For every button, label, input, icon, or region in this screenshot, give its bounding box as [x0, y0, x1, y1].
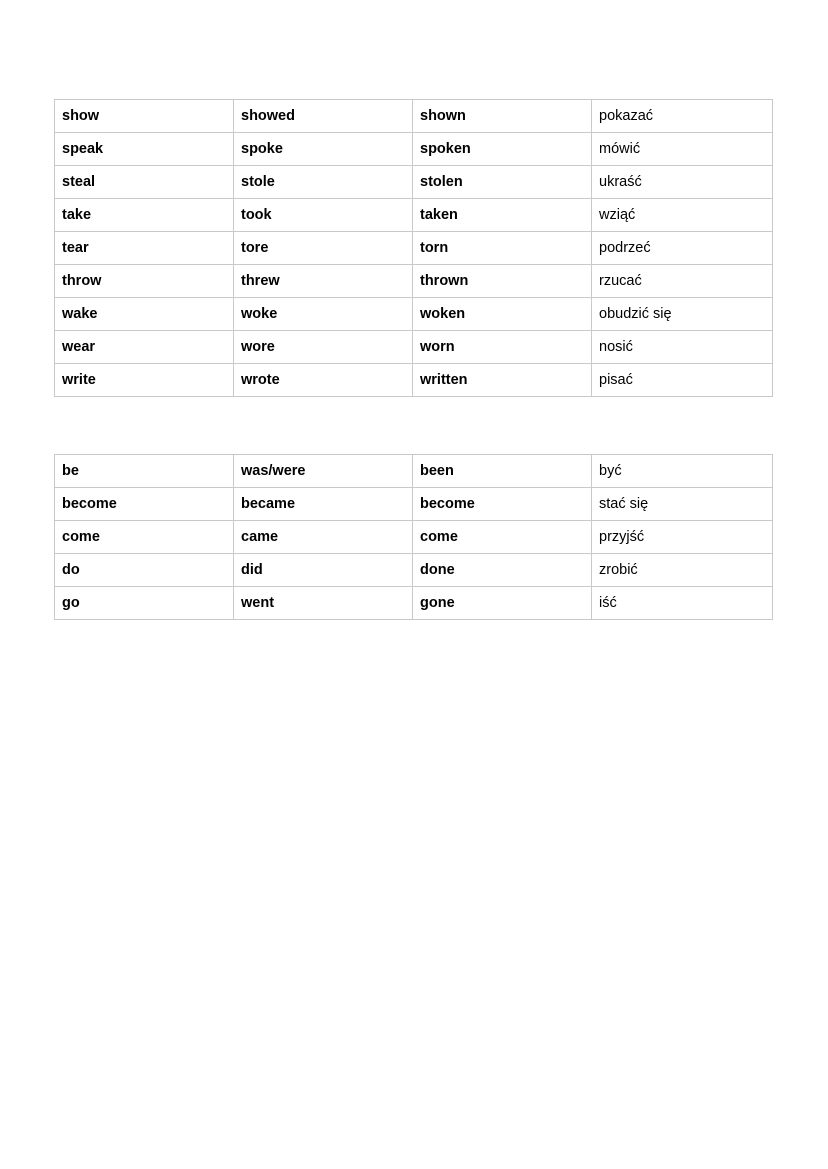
past-participle-cell: thrown — [413, 265, 592, 298]
past-simple-cell: stole — [234, 166, 413, 199]
translation-cell: ukraść — [592, 166, 773, 199]
past-participle-cell: come — [413, 521, 592, 554]
irregular-verbs-table-2 — [54, 454, 773, 620]
past-simple-cell: wore — [234, 331, 413, 364]
translation-cell: być — [592, 455, 773, 488]
base-form-cell: go — [55, 587, 234, 620]
past-simple-cell: threw — [234, 265, 413, 298]
past-participle-cell: gone — [413, 587, 592, 620]
irregular-verbs-table-1 — [54, 99, 773, 397]
translation-cell: podrzeć — [592, 232, 773, 265]
table-row — [55, 265, 773, 298]
base-form-cell: write — [55, 364, 234, 397]
table-row — [55, 331, 773, 364]
past-simple-cell: went — [234, 587, 413, 620]
past-simple-cell: did — [234, 554, 413, 587]
past-simple-cell: woke — [234, 298, 413, 331]
translation-cell: iść — [592, 587, 773, 620]
base-form-cell: become — [55, 488, 234, 521]
translation-cell: pokazać — [592, 100, 773, 133]
past-simple-cell: spoke — [234, 133, 413, 166]
base-form-cell: do — [55, 554, 234, 587]
base-form-cell: throw — [55, 265, 234, 298]
translation-cell: obudzić się — [592, 298, 773, 331]
past-simple-cell: came — [234, 521, 413, 554]
past-participle-cell: done — [413, 554, 592, 587]
base-form-cell: tear — [55, 232, 234, 265]
past-participle-cell: torn — [413, 232, 592, 265]
past-simple-cell: showed — [234, 100, 413, 133]
base-form-cell: take — [55, 199, 234, 232]
base-form-cell: show — [55, 100, 234, 133]
translation-cell: wziąć — [592, 199, 773, 232]
past-participle-cell: stolen — [413, 166, 592, 199]
table-row — [55, 298, 773, 331]
table-row — [55, 199, 773, 232]
table-row — [55, 100, 773, 133]
translation-cell: nosić — [592, 331, 773, 364]
table-row — [55, 364, 773, 397]
table-row — [55, 587, 773, 620]
base-form-cell: wake — [55, 298, 234, 331]
translation-cell: stać się — [592, 488, 773, 521]
table-body — [55, 455, 773, 620]
base-form-cell: speak — [55, 133, 234, 166]
base-form-cell: wear — [55, 331, 234, 364]
past-participle-cell: shown — [413, 100, 592, 133]
past-simple-cell: tore — [234, 232, 413, 265]
table-row — [55, 554, 773, 587]
table-body — [55, 100, 773, 397]
past-simple-cell: took — [234, 199, 413, 232]
past-participle-cell: worn — [413, 331, 592, 364]
table-row — [55, 166, 773, 199]
past-participle-cell: taken — [413, 199, 592, 232]
base-form-cell: come — [55, 521, 234, 554]
translation-cell: zrobić — [592, 554, 773, 587]
past-simple-cell: wrote — [234, 364, 413, 397]
past-participle-cell: woken — [413, 298, 592, 331]
base-form-cell: steal — [55, 166, 234, 199]
past-participle-cell: written — [413, 364, 592, 397]
past-simple-cell: was/were — [234, 455, 413, 488]
past-participle-cell: spoken — [413, 133, 592, 166]
table-row — [55, 232, 773, 265]
past-participle-cell: become — [413, 488, 592, 521]
base-form-cell: be — [55, 455, 234, 488]
table-row — [55, 521, 773, 554]
table-row — [55, 488, 773, 521]
table-row — [55, 133, 773, 166]
translation-cell: mówić — [592, 133, 773, 166]
translation-cell: rzucać — [592, 265, 773, 298]
translation-cell: pisać — [592, 364, 773, 397]
table-row — [55, 455, 773, 488]
past-simple-cell: became — [234, 488, 413, 521]
translation-cell: przyjść — [592, 521, 773, 554]
past-participle-cell: been — [413, 455, 592, 488]
